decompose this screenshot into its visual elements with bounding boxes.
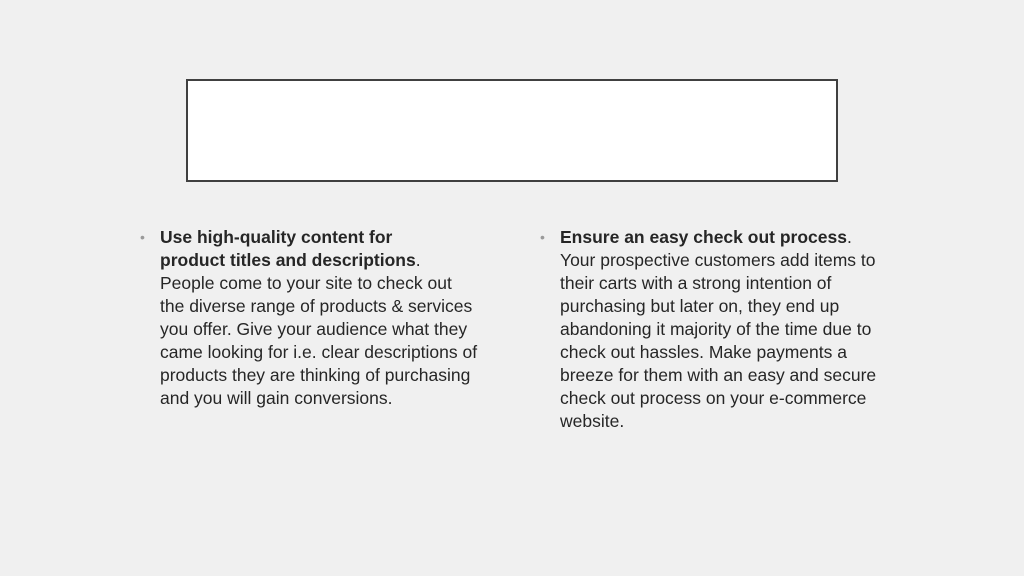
bullet-marker: • [540, 229, 545, 245]
left-column [138, 226, 483, 410]
bullet-body-line: People come to your site to check out [160, 273, 452, 293]
bullet-body-line: the diverse range of products & services [160, 296, 473, 316]
bullet-item-product-content [138, 226, 483, 410]
bullet-body-line: came looking for i.e. clear descriptions of [160, 342, 478, 362]
slide-title-box [186, 79, 838, 182]
bullet-marker: • [140, 229, 145, 245]
bullet-lead-punct: . [846, 227, 852, 247]
bullet-body-line: you offer. Give your audience what they [160, 319, 468, 339]
bullet-body-line: Your prospective customers add items to [560, 250, 876, 270]
bullet-body-line: and you will gain conversions. [160, 388, 393, 408]
right-column [538, 226, 883, 433]
bullet-body-line: abandoning it majority of the time due to [560, 319, 872, 339]
bullet-lead-punct: . [415, 250, 421, 270]
bullet-lead-text: Ensure an easy check out process [560, 227, 847, 247]
bullet-body-line: their carts with a strong intention of [560, 273, 832, 293]
bullet-body-line: products they are thinking of purchasing [160, 365, 471, 385]
bullet-item-checkout-process [538, 226, 883, 433]
bullet-body-line: breeze for them with an easy and secure [560, 365, 877, 385]
bullet-body-line: website. [560, 411, 625, 431]
bullet-body-line: purchasing but later on, they end up [560, 296, 840, 316]
bullet-lead-text: Use high-quality content for [160, 227, 393, 247]
bullet-lead-text: product titles and descriptions [160, 250, 416, 270]
bullet-body-line: check out process on your e-commerce [560, 388, 867, 408]
bullet-body-line: check out hassles. Make payments a [560, 342, 847, 362]
